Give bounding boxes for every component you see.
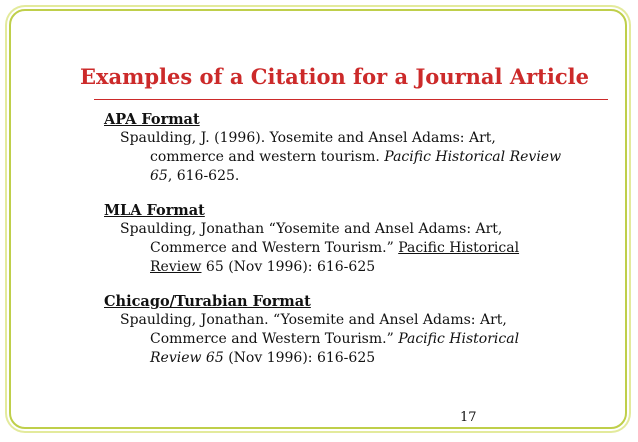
- apa-line-1: Spaulding, J. (1996). Yosemite and Ansel Adams: Art,: [120, 130, 496, 146]
- mla-line-2-text: Commerce and Western Tourism.”: [150, 240, 399, 256]
- chicago-journal-title: Pacific Historical: [398, 331, 520, 347]
- mla-line-3: [104, 258, 604, 277]
- chicago-heading: Chicago/Turabian Format: [104, 293, 311, 310]
- title-underline: [94, 99, 608, 100]
- mla-heading: MLA Format: [104, 202, 205, 219]
- chicago-line-3: [104, 349, 604, 368]
- chicago-line-2-text: Commerce and Western Tourism.”: [150, 331, 399, 347]
- apa-line-2-text: commerce and western tourism.: [150, 149, 385, 165]
- apa-line-3: [104, 167, 604, 186]
- mla-pages: 65 (Nov 1996): 616-625: [201, 259, 376, 275]
- chicago-line-1: Spaulding, Jonathan. “Yosemite and Ansel Adams: Art,: [120, 312, 507, 328]
- citation-examples: [104, 110, 604, 383]
- apa-volume: 65: [150, 168, 168, 184]
- apa-pages: , 616-625.: [167, 168, 240, 184]
- apa-section: [104, 110, 604, 186]
- mla-line-1: Spaulding, Jonathan “Yosemite and Ansel Adams: Art,: [120, 221, 503, 237]
- slide-title: Examples of a Citation for a Journal Article: [80, 64, 589, 89]
- apa-heading: APA Format: [104, 111, 200, 128]
- mla-journal-title-cont: Review: [150, 259, 202, 275]
- mla-line-2: [104, 239, 604, 258]
- mla-section: [104, 201, 604, 277]
- page-number: 17: [460, 410, 477, 425]
- chicago-line-2: [104, 330, 604, 349]
- chicago-journal-title-cont: Review 65: [150, 350, 224, 366]
- chicago-pages: (Nov 1996): 616-625: [223, 350, 376, 366]
- apa-journal-title: Pacific Historical Review: [384, 149, 562, 165]
- apa-line-2: [104, 148, 604, 167]
- chicago-section: [104, 292, 604, 368]
- mla-journal-title: Pacific Historical: [398, 240, 520, 256]
